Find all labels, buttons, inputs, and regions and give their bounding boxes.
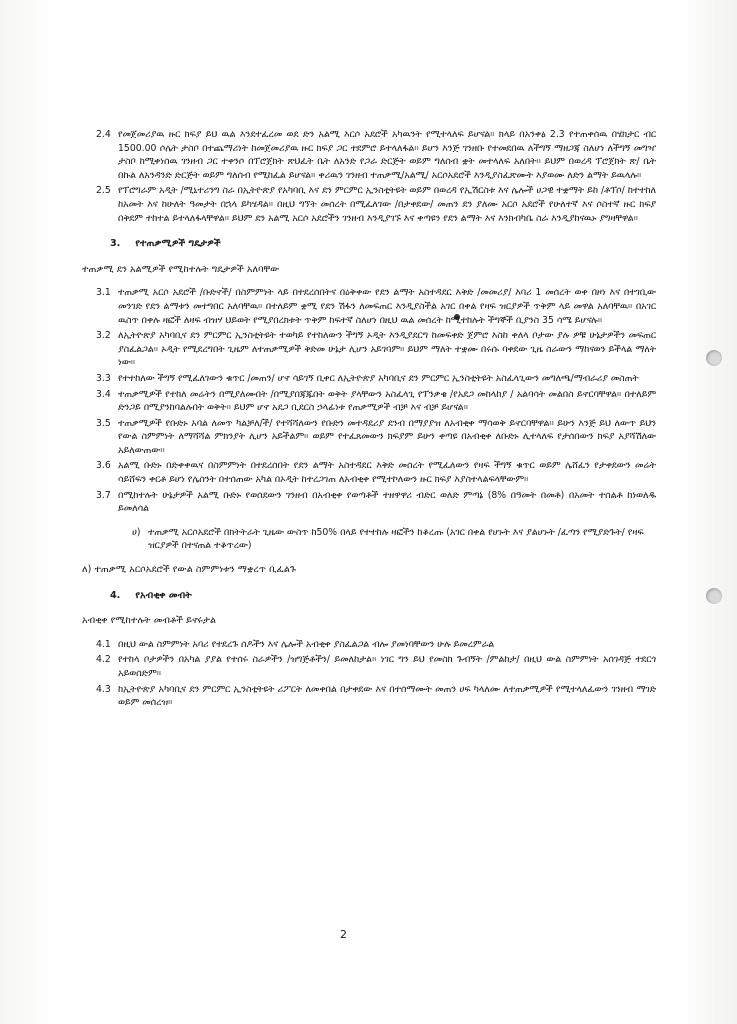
sub-clause-letter: ለ): [82, 564, 92, 576]
clause-text: ከኢትዮጵያ አካባቢና ደን ምርምር ኢንስቲትዩት ሪፖርት ለመቀበል በታቀደው እና በተሰማሙት መጠን ሀፍ ካላለሙ ለተጠቃሚዎች የሚተላለፈውን ገንዘብ ማገድ ወይም መሰረዝ።: [118, 683, 656, 709]
clause-3-2: [96, 329, 656, 370]
clause-4-2: [96, 653, 656, 680]
clause-number: 3.2: [96, 330, 111, 342]
clause-text: በሚከተሉት ሁኔታዎች አልሚ ቡድኑ የወሰደውን ገንዘብ በአብቂቀ የወጣቶች ተዘዋዋሪ ብድር ወለድ ምጣኔ (8% በዓመት በመቶ) በአመት ተሰልቶ ከነወለዱ ይመለሳል: [118, 489, 656, 515]
clause-3-4: [96, 388, 656, 415]
section-number: 3.: [110, 238, 121, 250]
clause-text: ለኢትዮጵያ አካባቢና ደን ምርምር ኢንስቲትዩት ተወካይ የተከለውን ችግኝ ኦዲት እንዲያደርግ ከመፍቀድ ጀምሮ እስከ ቀለላ ቦታው ያሉ ዎቹ ሁኔታዎችን መፍጠር ያስፈልጋል። ኦዲት የሚደረግበት ጊዜም ለተጠቃሚዎች ቅድመ ሁኔታ ሊሆን አይገባም። ይህም ማለት ተቋሙ በሩሱ ባቀደው ጊዜ ስራውን ማከናወን ይችላል ማለት ነው።: [118, 330, 656, 369]
clause-number: 4.2: [96, 654, 111, 666]
sub-clause-letter: ሀ): [132, 526, 141, 538]
clause-number: 2.5: [96, 185, 111, 197]
section-heading-4: [110, 589, 656, 603]
clause-number: 4.3: [96, 683, 111, 695]
section-title: የተጠቃሚዎች ግዴታዎች: [135, 238, 221, 250]
clause-number: 3.1: [96, 287, 111, 299]
punch-hole: [706, 588, 722, 604]
clause-4-3: [96, 683, 656, 710]
sub-clause-text: ተጠቃሚ አርሶአደሮች የውል ስምምነቱን ማቋረጥ ቢፈልጉ: [94, 564, 296, 576]
clause-text: የመጀመሪያዉ ዙር ክፍያ ይህ ዉል እንደተፈረመ ወደ ድን አልሚ እርሶ አደሮች አካዉንት የሚተላለፍ ይሆናል። ክላይ በአንቀፅ 2.3 የተጠቀሰዉ በሄክታር ብር 1500.00 ሶሌት ታስቦ በተጨማሪነት ከመጀመሪያዉ ዙር ክፍያ ጋር ተደምሮ ይተላለፋል። ይሆን እንጅ ገንዘቡ የተመደበዉ ለችግኝ ማዘጋጃ ስለሆነ ለችግኝ መግዣ ታስቦ ከሚቀነሰዉ ገንዘብ ጋር ተቀንሶ በፕሮጀክት ጽህፈት ቤት ለአንድ የጋራ ድርጅት ወይም ግለሰብ ቋት መተላለፍ አለበት። ይህም በወረዳ ፕሮጀክት ጽ/ ቤት በኩል ለአንዳንድ ድርጅት ወይም ግለሰብ የሚከፈል ይሆናል። ቀሪዉን ገንዘብ ተጠቃሚ/አልሚ/ አርሶአደሮች እንዲያስፈጽሙት እያወሙ ለድን ልማት ይዉላሉ።: [118, 129, 656, 181]
sub-clause-b: [82, 563, 656, 577]
document-body: [82, 128, 656, 712]
clause-text: በዚህ ውል ስምምነት አባሪ የተደረጉ ሰዶችን እና ሌሎች አብቂቀ ያስፈልጋል ብሎ ያመነባቸውን ሁሉ ይመረምራል: [118, 638, 495, 650]
clause-2-4: [96, 128, 656, 182]
clause-3-3: [96, 372, 656, 386]
clause-number: 4.1: [96, 638, 111, 650]
clause-text: የፕሮግራም አዲት /ሚኒተሪንግ ስራ በኢትዮጵያ የአካባቢ እና ደን ምርምር ኢንስቲትዩት ወይም በወረዳ የኢሽርስቱ እና ሌሎች ሀጋዊ ተቋማት ይከ /ቶፕሶ/ ከተተከለ ከአመት እና ከሁለት ዓመታት በኋላ ይካሄዳል። በዚህ ግኘት መሰረት በሚፈለገው /በታቀደው/ መጠን ደን ያለሙ አርሶ አደሮች የሁለተኛ እና ሶስተኛ ዙር ክፍያ በቅደም ተከተል ይተላለፋላቸዋል። ይህም ደን አልሚ አርሶ አደሮችን ገንዘብ እንዲያገኙ እና ቀጣዩን የደን ልማት እና እንክብካቤ ስራ እንዲያከናዉኑ ያግዛቸዋል።: [118, 185, 656, 224]
clause-text: አልሚ ቡድኑ በድቀቀዉና በስምምነት በተደረሰበት የደን ልማት አስተዳደር እቅድ መሰረት የሚፈለውን የዛፍ ችግኝ ቁጥር ወይም ሌሸፈን የታቀደውን መሬት ሳይሸፍን ቀርቶ ይሆነ የሌሰንት በተሰጠው አካል በኦዲት ከተረጋገጠ ለአብቂቀ የሚተኮለውን ዙር ክፍያ እያስተላልፍላቸውም።: [118, 460, 656, 486]
clause-number: 3.3: [96, 372, 111, 384]
sub-clause-text: ተጠቃሚ አርሶአደሮች በክትትራት ጊዜው ውስጥ ከ50% በላይ የተተከሉ ዛፎችን ከቆረጡ (አገር በቀል የሆኑት እና ያልሆኑት /ፈጣን የሚያድጉት/ የዛፍ ዝርያዎች በተናጠል ተቆጥረው): [148, 526, 644, 552]
clause-2-5: [96, 184, 656, 225]
clause-number: 2.4: [96, 129, 111, 140]
clause-text: ተጠቃሚዎች የቡድኑ አባል ለመጥ ካልቻለ/ች/ የተሻሻለውን የቡድን መተዳደሪያ ደንብ በማያያዝ ለአብቂቀ ማሳወቅ ይኖርባቸዋል። ይሁን እንጅ ይህ ለውጥ ይህን የውል ስምምነት ለማሻሻል ምክንያት ሊሆን አይችልም። ወይም የተፈጸመውን ክፍያም ይሁን ቀጣዩ በአብቂቀ ለቡድኑ ሊተላለፍ የታሰበውን ክፍያ አያሻሽለው አይለውጠው።: [118, 417, 656, 456]
clause-4-1: [96, 638, 656, 652]
clause-number: 3.7: [96, 489, 111, 501]
clause-text: ተጠቃሚ አርሶ አደሮች /ቡድኖች/ በስምምነት ላይ በተደረሰበትና በዕቅቀው የደን ልማት አስተዳደር እቅድ /መመሪያ/ እባሪ 1 መሰረት ወቀ በዞነ እና በተገቢው መንገድ የደን ልማቱን መተግበር አለባቸዉ። በተለይም ቋሚ የደን ሽፋን ለመፍጠር እንዲያስችል አገር በቀል የዛፍ ዝርያዎች ጥቅም ላይ መዋል አለባቸዉ። በአገር ዉስጥ በቀሉ ዛፎች ለዛፍ ብዝሃ ህይወት የሚያበረክቱት ጥቅም ከፍተኛ ስለሆነ በዚህ ዉል መሰረት ከሚተከሉት ችግኞች ቢያንስ 35 ሳሜ ይሆናሉ።: [118, 287, 656, 326]
clause-number: 3.6: [96, 460, 111, 472]
sub-clause-a: [132, 526, 656, 553]
section-title: የአብቂቀ መብት: [135, 589, 192, 601]
punch-hole: [706, 350, 722, 366]
section-number: 4.: [110, 589, 121, 601]
clause-number: 3.5: [96, 417, 111, 429]
section-subtitle-3: ተጠቃሚ ደን አልሚዎች የሚከተሉት ግዴታዎች አለባቸው: [82, 263, 280, 275]
clause-number: 3.4: [96, 388, 111, 400]
clause-3-5: [96, 417, 656, 458]
section-heading-3: [110, 237, 656, 251]
clause-3-6: [96, 459, 656, 486]
section-subtitle-4: አብቂቀ የሚከተሉት መብቶች ይኖሩታል: [82, 615, 217, 627]
clause-text: የተከላ ቦታዎችን በአካል ያያል የተሰሩ ስራዎችን /ዝግጅቶችን/ ይመለከታል። ነገር ግን ይህ የመስክ ጉብኝት /ምልከታ/ በዚህ ውል ስምምነት አሰገዳጅ ተደርጎ አይወሰድም።: [118, 654, 656, 679]
clause-text: ተጠቃሚዎች የተከለ መሬትን በሚያለሙበት /በሚያበጃጁበት ወቅት ያላቸውን አስፈላጊ የፕንቃቄ /የአደጋ መከላከያ / አልባሳት መልበስ ይኖርባቸዋል። በተለይም ድንጋይ በሚያንከባልሉበት ወቅት። ይህም ሆኖ አደጋ ቢደርስ ኃላፊነቱ የጠቃሚዎች ብቻ እና ብቻ ይሆናል።: [118, 388, 656, 414]
clause-3-1: [96, 286, 656, 327]
clause-text: የተተከለው ችግኝ የሚፈለገውን ቁጥር /መጠን/ ሆኖ ሳይገኝ ቢቀር ለኢትዮጵያ አካባቢና ደን ምርምር ኢንስቲትዩት አስፈላጊውን መግለጫ/ማብራሪያ መስጠት: [118, 372, 639, 384]
page-number: 2: [340, 928, 347, 941]
clause-3-7: [96, 489, 656, 516]
